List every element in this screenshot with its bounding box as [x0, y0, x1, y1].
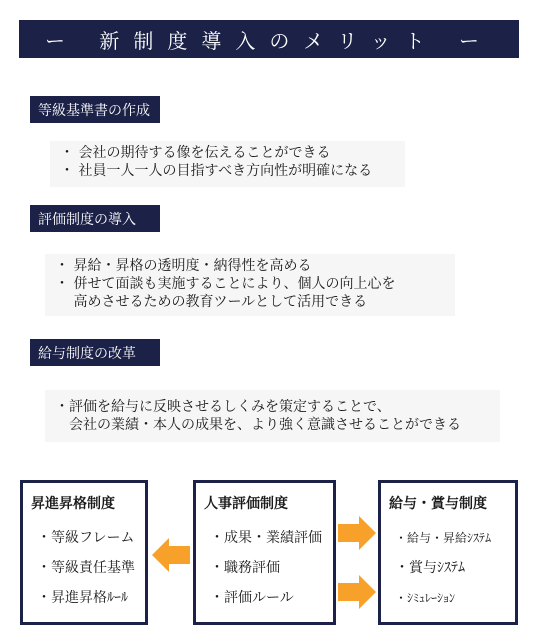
arrow-right-icon: [338, 575, 376, 609]
section-body-salary: [45, 390, 500, 442]
box-title: 昇進昇格制度: [31, 496, 115, 512]
box-item: ・職務評価: [210, 560, 280, 576]
page-title: ー 新制度導入のメリット ー: [19, 20, 519, 58]
bullet-line: ・ 昇給・昇格の透明度・納得性を高める: [55, 258, 312, 274]
box-promotion-system: [20, 480, 148, 625]
box-title: 人事評価制度: [204, 496, 288, 512]
box-item: ・等級フレーム: [37, 530, 135, 546]
section-label-text: 等級基準書の作成: [38, 102, 150, 119]
bullet-line: 会社の業績・本人の成果を、より強く意識させることができる: [55, 417, 461, 433]
box-item: ・等級責任基準: [37, 560, 135, 576]
box-item: ・給与・昇給ｼｽﾃﾑ: [395, 531, 492, 545]
section-label-text: 評価制度の導入: [38, 211, 136, 228]
bullet-line: ・ 社員一人一人の目指すべき方向性が明確になる: [60, 163, 373, 179]
bullet-line: ・ 会社の期待する像を伝えることができる: [60, 145, 331, 161]
box-item: ・賞与ｼｽﾃﾑ: [395, 560, 465, 576]
section-label-evaluation: [30, 205, 160, 232]
section-body-grade-criteria: [50, 141, 405, 187]
section-label-salary: [30, 339, 160, 366]
box-item: ・昇進昇格ﾙｰﾙ: [37, 590, 128, 606]
section-body-evaluation: [45, 254, 455, 316]
box-title: 給与・賞与制度: [389, 496, 487, 512]
section-label-text: 給与制度の改革: [38, 345, 136, 362]
arrow-left-icon: [152, 538, 190, 572]
arrow-right-icon: [338, 516, 376, 550]
bullet-line: ・評価を給与に反映させるしくみを策定することで、: [55, 399, 391, 415]
box-item: ・成果・業績評価: [210, 530, 322, 546]
box-item: ・ｼﾐｭﾚｰｼｮﾝ: [395, 591, 456, 605]
box-evaluation-system: [193, 480, 336, 625]
bullet-line: ・ 併せて面談も実施することにより、個人の向上心を: [55, 276, 396, 292]
bullet-line: 高めさせるための教育ツールとして活用できる: [55, 294, 368, 310]
box-salary-system: [378, 480, 518, 625]
box-item: ・評価ルール: [210, 590, 294, 606]
section-label-grade-criteria: [30, 96, 160, 123]
